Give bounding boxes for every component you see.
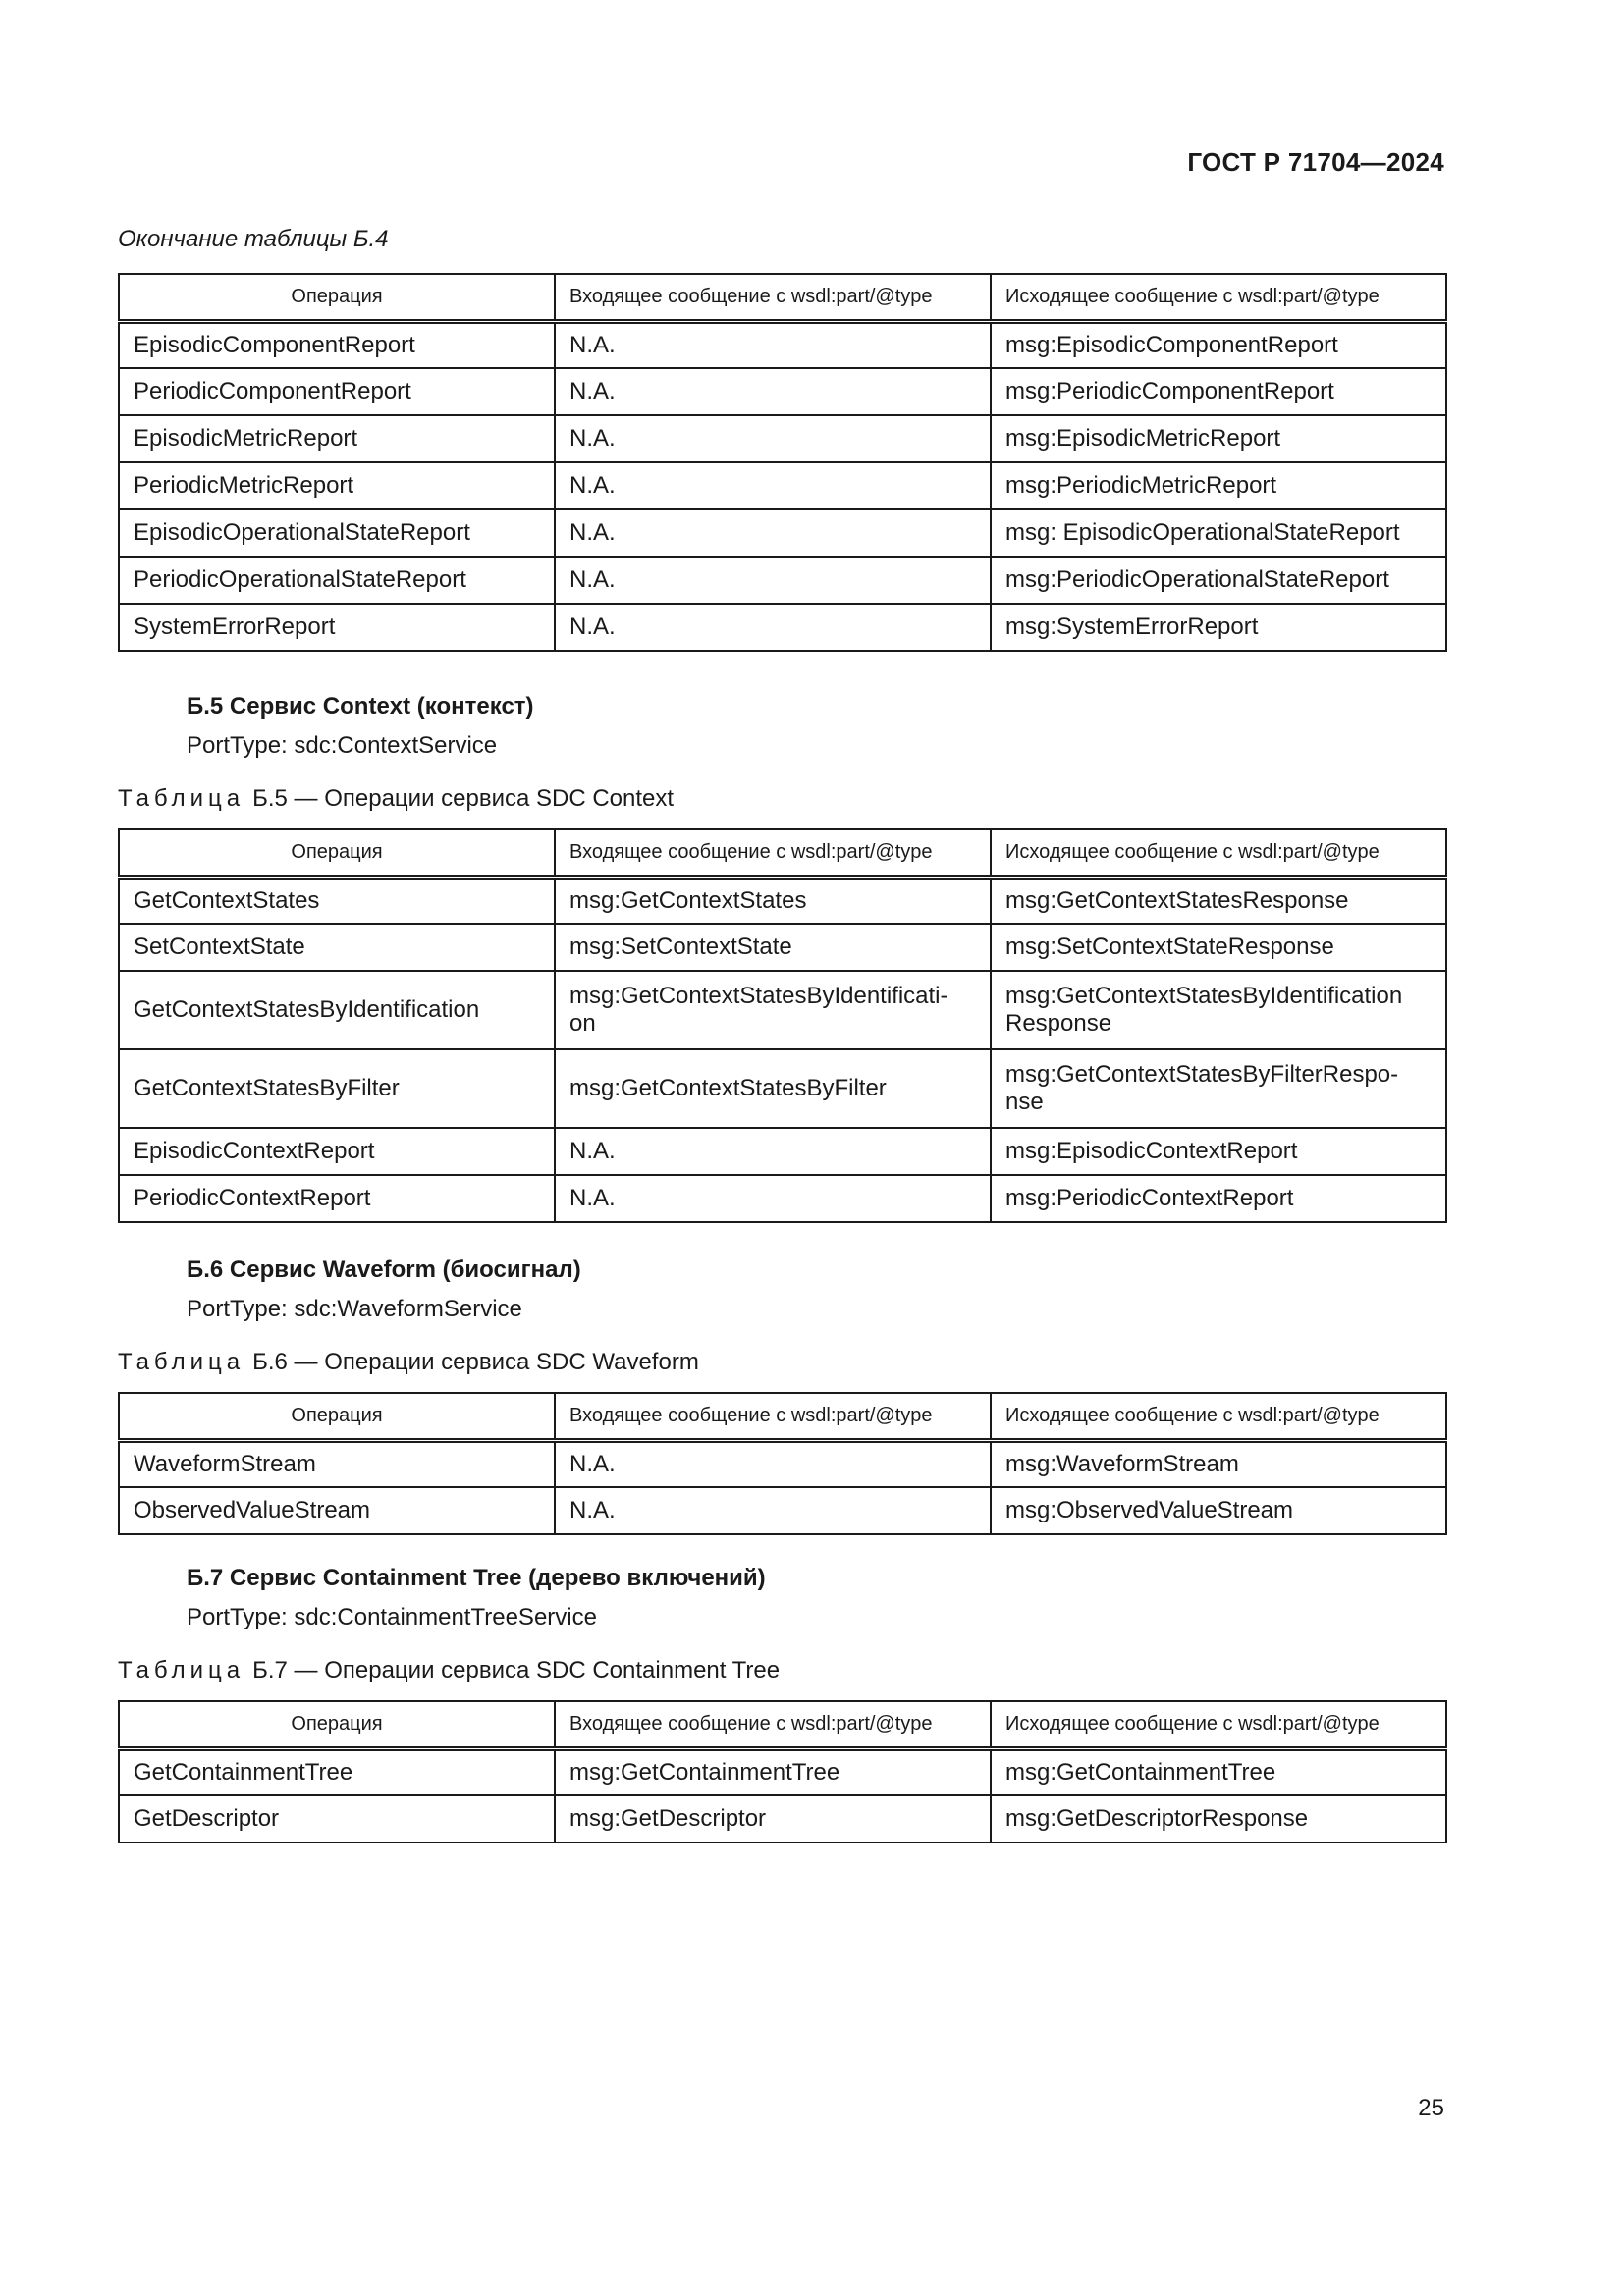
operation-cell: GetContextStatesByFilter [119, 1049, 555, 1128]
column-header: Исходящее сообщение с wsdl:part/@type [991, 1393, 1446, 1440]
incoming-message-cell: N.A. [555, 1487, 991, 1534]
table-header-row [119, 1701, 1446, 1748]
incoming-message-cell: N.A. [555, 415, 991, 462]
table-row [119, 1748, 1446, 1795]
incoming-message-cell: N.A. [555, 1440, 991, 1487]
operation-cell: SetContextState [119, 924, 555, 971]
table-row [119, 924, 1446, 971]
operation-cell: SystemErrorReport [119, 604, 555, 651]
operation-cell: EpisodicContextReport [119, 1128, 555, 1175]
column-header: Операция [119, 829, 555, 877]
outgoing-message-cell: msg:GetContextStatesByIdentification Response [991, 971, 1446, 1049]
column-header: Входящее сообщение с wsdl:part/@type [555, 274, 991, 321]
incoming-message-cell: N.A. [555, 321, 991, 368]
table-b7-caption [118, 1657, 780, 1684]
table-b7 [118, 1700, 1447, 1843]
operation-cell: EpisodicMetricReport [119, 415, 555, 462]
incoming-message-cell: N.A. [555, 557, 991, 604]
outgoing-message-cell: msg:EpisodicContextReport [991, 1128, 1446, 1175]
section-b7-heading: Б.7 Сервис Containment Tree (дерево включений) [187, 1565, 766, 1591]
table-row [119, 509, 1446, 557]
operation-cell: GetContextStates [119, 877, 555, 924]
incoming-message-cell: msg:GetContainmentTree [555, 1748, 991, 1795]
section-b7-porttype: PortType: sdc:ContainmentTreeService [187, 1604, 597, 1630]
outgoing-message-cell: msg:PeriodicMetricReport [991, 462, 1446, 509]
table-row [119, 1128, 1446, 1175]
operation-cell: GetDescriptor [119, 1795, 555, 1842]
outgoing-message-cell: msg:GetContainmentTree [991, 1748, 1446, 1795]
column-header: Исходящее сообщение с wsdl:part/@type [991, 274, 1446, 321]
column-header: Входящее сообщение с wsdl:part/@type [555, 1393, 991, 1440]
operation-cell: GetContainmentTree [119, 1748, 555, 1795]
incoming-message-cell: N.A. [555, 604, 991, 651]
operation-cell: PeriodicOperationalStateReport [119, 557, 555, 604]
outgoing-message-cell: msg:SetContextStateResponse [991, 924, 1446, 971]
section-b6-porttype: PortType: sdc:WaveformService [187, 1296, 522, 1322]
column-header: Операция [119, 1701, 555, 1748]
operation-cell: EpisodicOperationalStateReport [119, 509, 555, 557]
section-b5-porttype: PortType: sdc:ContextService [187, 732, 498, 759]
column-header: Исходящее сообщение с wsdl:part/@type [991, 1701, 1446, 1748]
operation-cell: ObservedValueStream [119, 1487, 555, 1534]
outgoing-message-cell: msg:GetDescriptorResponse [991, 1795, 1446, 1842]
table-b6-caption [118, 1349, 699, 1376]
page-number: 25 [1418, 2095, 1444, 2121]
operation-cell: WaveformStream [119, 1440, 555, 1487]
incoming-message-cell: msg:GetContextStatesByIdentificati- on [555, 971, 991, 1049]
outgoing-message-cell: msg:ObservedValueStream [991, 1487, 1446, 1534]
table-row [119, 971, 1446, 1049]
table-b4-caption: Окончание таблицы Б.4 [118, 226, 389, 252]
table-row [119, 415, 1446, 462]
table-row [119, 462, 1446, 509]
incoming-message-cell: msg:GetDescriptor [555, 1795, 991, 1842]
table-b4 [118, 273, 1447, 652]
column-header: Исходящее сообщение с wsdl:part/@type [991, 829, 1446, 877]
incoming-message-cell: N.A. [555, 462, 991, 509]
incoming-message-cell: msg:GetContextStates [555, 877, 991, 924]
incoming-message-cell: N.A. [555, 1128, 991, 1175]
table-header-row [119, 274, 1446, 321]
table-b5 [118, 828, 1447, 1223]
table-title: Б.5 — Операции сервиса SDC Context [252, 785, 675, 812]
incoming-message-cell: N.A. [555, 368, 991, 415]
column-header: Входящее сообщение с wsdl:part/@type [555, 1701, 991, 1748]
table-row [119, 1487, 1446, 1534]
operation-cell: PeriodicContextReport [119, 1175, 555, 1222]
table-b6 [118, 1392, 1447, 1535]
table-row [119, 321, 1446, 368]
outgoing-message-cell: msg:SystemErrorReport [991, 604, 1446, 651]
incoming-message-cell: N.A. [555, 509, 991, 557]
document-header: ГОСТ Р 71704—2024 [1187, 147, 1444, 177]
table-label: Таблица [118, 1349, 245, 1375]
table-row [119, 1049, 1446, 1128]
outgoing-message-cell: msg:GetContextStatesResponse [991, 877, 1446, 924]
operation-cell: GetContextStatesByIdentification [119, 971, 555, 1049]
outgoing-message-cell: msg:EpisodicMetricReport [991, 415, 1446, 462]
outgoing-message-cell: msg:GetContextStatesByFilterRespo- nse [991, 1049, 1446, 1128]
outgoing-message-cell: msg:EpisodicComponentReport [991, 321, 1446, 368]
table-label: Таблица [118, 1657, 245, 1683]
table-title: Б.7 — Операции сервиса SDC Containment Tree [252, 1657, 781, 1683]
table-row [119, 368, 1446, 415]
column-header: Входящее сообщение с wsdl:part/@type [555, 829, 991, 877]
incoming-message-cell: msg:SetContextState [555, 924, 991, 971]
outgoing-message-cell: msg:PeriodicContextReport [991, 1175, 1446, 1222]
operation-cell: PeriodicMetricReport [119, 462, 555, 509]
outgoing-message-cell: msg:WaveformStream [991, 1440, 1446, 1487]
table-header-row [119, 829, 1446, 877]
operation-cell: PeriodicComponentReport [119, 368, 555, 415]
incoming-message-cell: msg:GetContextStatesByFilter [555, 1049, 991, 1128]
outgoing-message-cell: msg:PeriodicComponentReport [991, 368, 1446, 415]
outgoing-message-cell: msg: EpisodicOperationalStateReport [991, 509, 1446, 557]
table-row [119, 604, 1446, 651]
table-label: Таблица [118, 785, 245, 812]
operation-cell: EpisodicComponentReport [119, 321, 555, 368]
table-row [119, 1795, 1446, 1842]
table-b5-caption [118, 785, 674, 813]
table-title: Б.6 — Операции сервиса SDC Waveform [252, 1349, 699, 1375]
outgoing-message-cell: msg:PeriodicOperationalStateReport [991, 557, 1446, 604]
section-b6-heading: Б.6 Сервис Waveform (биосигнал) [187, 1256, 581, 1283]
section-b5-heading: Б.5 Сервис Context (контекст) [187, 693, 534, 720]
column-header: Операция [119, 274, 555, 321]
column-header: Операция [119, 1393, 555, 1440]
table-row [119, 1175, 1446, 1222]
table-row [119, 557, 1446, 604]
incoming-message-cell: N.A. [555, 1175, 991, 1222]
table-header-row [119, 1393, 1446, 1440]
table-row [119, 877, 1446, 924]
table-row [119, 1440, 1446, 1487]
